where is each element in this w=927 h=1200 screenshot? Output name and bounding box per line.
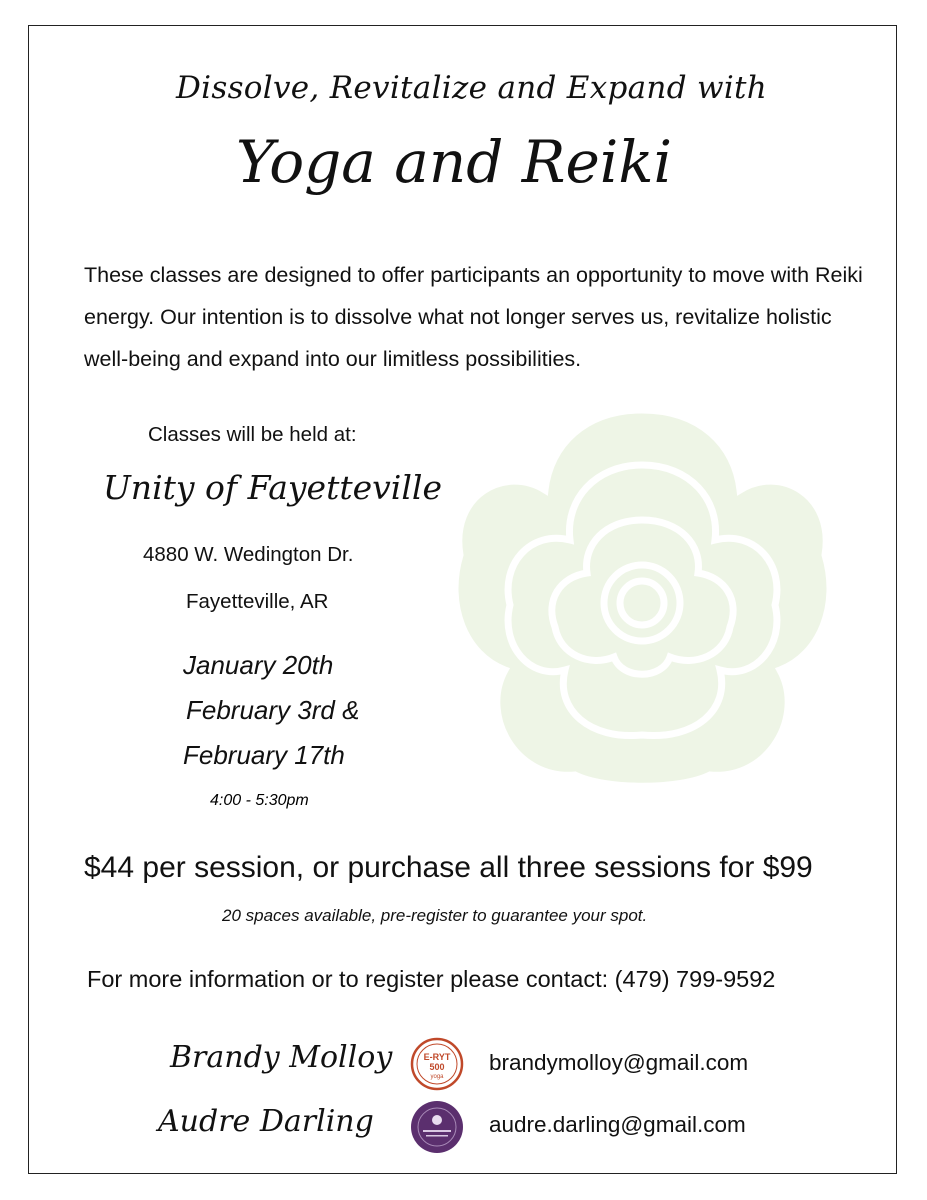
instructor-email-link[interactable]: audre.darling@gmail.com <box>489 1112 746 1137</box>
location-label: Classes will be held at: <box>148 423 357 446</box>
badge-text: 500 <box>429 1062 445 1072</box>
badge-text: E-RYT <box>423 1052 451 1062</box>
flower-icon <box>440 405 845 790</box>
instructor-email-link[interactable]: brandymolloy@gmail.com <box>489 1050 749 1075</box>
reiki-certification-seal-icon <box>410 1100 464 1154</box>
e-ryt-500-badge-icon <box>410 1037 464 1091</box>
address-line-2: Fayetteville, AR <box>186 590 329 613</box>
address-line-1: 4880 W. Wedington Dr. <box>143 543 354 566</box>
instructor-name: Brandy Molloy <box>170 1040 393 1075</box>
pricing-note: 20 spaces available, pre-register to guarantee your spot. <box>222 906 648 925</box>
page-title: Yoga and Reiki <box>236 128 673 196</box>
class-date: February 3rd & <box>186 695 360 725</box>
class-time: 4:00 - 5:30pm <box>210 792 309 809</box>
tagline: Dissolve, Revitalize and Expand with <box>176 70 768 106</box>
class-date: January 20th <box>183 650 334 680</box>
class-date: February 17th <box>183 740 345 770</box>
venue-name: Unity of Fayetteville <box>103 468 442 507</box>
badge-text: yoga <box>430 1074 444 1080</box>
intro-paragraph: These classes are designed to offer participants an opportunity to move with Reiki energy. Our intention is to dissolve what not longer serves us, revitalize holistic well-being and expand into our limitless possibilities. <box>84 263 863 371</box>
pricing-headline: $44 per session, or purchase all three sessions for $99 <box>84 851 813 884</box>
contact-line: For more information or to register please contact: (479) 799-9592 <box>87 966 776 992</box>
instructor-name: Audre Darling <box>158 1104 374 1139</box>
